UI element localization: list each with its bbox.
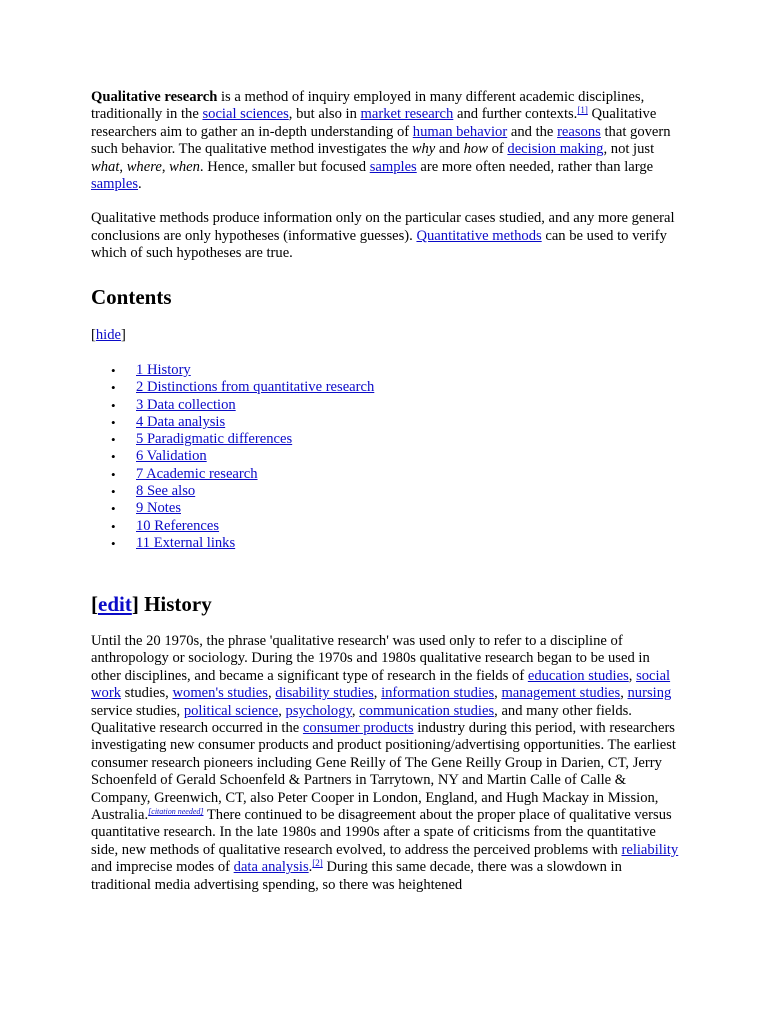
bullet-icon: • [111,414,116,430]
link-market-research[interactable]: market research [360,106,454,123]
link-communication-studies[interactable]: communication studies [359,702,495,719]
bullet-icon: • [111,363,116,378]
toc-item-notes [91,500,374,517]
history-paragraph: Until the 20 1970s, the phrase 'qualitative research' was used only to refer to a discipline of anthropology or sociology. During the 1970s and 1980s qualitative research began to be used in other disciplines, and became a significant type of research in the fields of education studies, social work studies, women's studies, disability studies, information studies, management studies, nursing service studies, political science, psychology, communication studies, and many other fields. Qualitative research occurred in the consumer products industry during this period, with researchers investigating new consumer products and product positioning/advertising opportunities. The earliest consumer research pioneers including Gene Reilly of The Gene Reilly Group in Darien, CT, Jerry Schoenfeld of Gerald Schoenfeld & Partners in Tarrytown, NY and Martin Calle of Calle & Company, Greenwich, CT, also Peter Cooper in London, England, and Hugh Mackay in Mission, Australia.[citation needed] There continued to be disagreement about the proper place of qualitative versus quantitative research. In the late 1980s and 1990s after a spate of criticisms from the quantitative side, new methods of qualitative research evolved, to address the perceived problems with reliability and imprecise modes of data analysis.[2] During this same decade, there was a slowdown in traditional media advertising spending, so there was heightened [91,633,679,893]
link-womens-studies[interactable]: women's studies [172,685,268,702]
citation-needed-link[interactable]: [citation needed] [148,807,204,817]
link-education-studies[interactable]: education studies [527,667,629,684]
link-social-work[interactable]: social work [91,667,671,702]
link-quantitative-methods[interactable]: Quantitative methods [416,227,542,244]
toc-item-paradigmatic [91,431,374,448]
bullet-icon: • [111,484,116,500]
toc-item-references [91,518,374,535]
edit-section-link[interactable]: edit [98,592,132,616]
toc-item-validation [91,448,374,465]
link-reliability[interactable]: reliability [621,841,679,858]
intro-section [91,89,679,263]
link-disability-studies[interactable]: disability studies [275,685,374,702]
toc-link[interactable]: 11 External links [136,534,236,551]
methods-paragraph: Qualitative methods produce information only on the particular cases studied, and any more general conclusions are only hypotheses (informative guesses). Quantitative methods can be used to verify which of such hypotheses are true. [91,210,675,262]
link-data-analysis[interactable]: data analysis [233,859,309,876]
bullet-icon: • [111,380,116,396]
toc-toggle: [hide] [91,327,126,343]
toc-link[interactable]: 3 Data collection [136,396,236,413]
hide-toc-link[interactable]: hide [95,327,122,343]
toc-item-history [91,362,374,379]
bullet-icon: • [111,501,116,517]
ref-1-link[interactable]: [1] [577,105,588,116]
toc-link[interactable]: 5 Paradigmatic differences [136,431,293,448]
ref-2-link[interactable]: [2] [312,858,323,869]
lead-term: Qualitative research [91,89,218,105]
bullet-icon: • [111,518,116,534]
toc-item-external-links [91,535,374,552]
intro-paragraph: Qualitative research is a method of inquiry employed in many different academic disciplines, traditionally in the social sciences, but also in market research and further contexts.[1] Qualitative researchers aim to gather an in-depth understanding of human behavior and the reasons that govern such behavior. The qualitative method investigates the why and how of decision making, not just what, where, when. Hence, smaller but focused samples are more often needed, rather than large samples. [91,89,671,193]
link-human-behavior[interactable]: human behavior [412,123,508,140]
toc-item-see-also [91,483,374,500]
bullet-icon: • [111,466,116,482]
link-information-studies[interactable]: information studies [381,685,495,702]
link-consumer-products[interactable]: consumer products [302,720,414,737]
bullet-icon: • [111,432,116,448]
link-decision-making[interactable]: decision making [507,141,604,158]
toc-item-data-analysis [91,414,374,431]
history-heading: [edit] History [91,592,212,616]
bullet-icon: • [111,449,116,465]
link-samples-2[interactable]: samples [91,176,139,193]
toc-link[interactable]: 1 History [136,362,191,378]
contents-heading: Contents [91,285,172,309]
link-nursing[interactable]: nursing [627,685,672,702]
toc-link[interactable]: 8 See also [136,483,196,500]
toc-link[interactable]: 9 Notes [136,500,181,517]
bullet-icon: • [111,535,116,551]
link-management-studies[interactable]: management studies [501,685,621,702]
link-reasons[interactable]: reasons [557,123,601,140]
toc-link[interactable]: 10 References [136,517,220,534]
bullet-icon: • [111,397,116,413]
toc-link[interactable]: 6 Validation [136,448,207,465]
toc-link[interactable]: 4 Data analysis [136,413,226,430]
toc-item-distinctions [91,379,374,396]
link-psychology[interactable]: psychology [285,702,352,719]
toc-link[interactable]: 7 Academic research [136,465,258,482]
table-of-contents [91,362,374,552]
link-political-science[interactable]: political science [183,702,279,719]
toc-link[interactable]: 2 Distinctions from quantitative research [136,379,375,396]
link-social-sciences[interactable]: social sciences [202,106,289,123]
toc-item-data-collection [91,397,374,414]
toc-item-academic [91,466,374,483]
link-samples[interactable]: samples [369,158,417,175]
